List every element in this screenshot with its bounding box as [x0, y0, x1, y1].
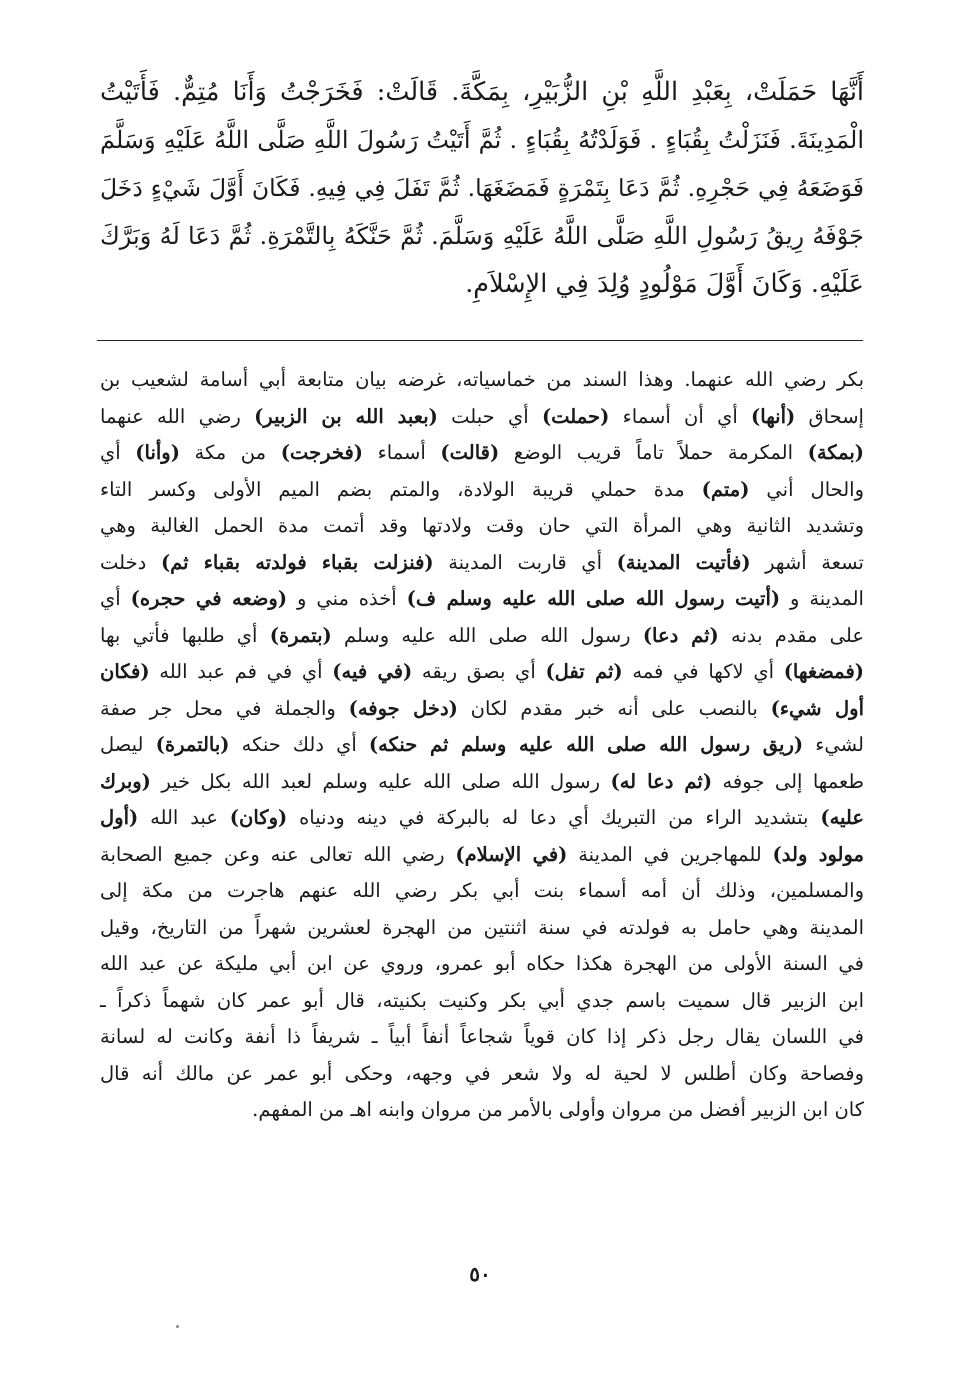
commentary-segment: أي — [100, 587, 131, 610]
commentary-line — [100, 764, 864, 801]
commentary-line — [100, 983, 864, 1020]
hadith-line: الْمَدِينَةَ. فَنَزَلْتُ بِقُبَاءٍ . فَوَلَدْتُهُ بِقُبَاءٍ . ثُمَّ أَتَيْتُ رَسُولَ اللَّهِ صَلَّى اللَّهُ عَلَيْهِ وَسَلَّمَ — [100, 126, 864, 154]
commentary-segment: عبد الله — [138, 806, 230, 829]
quoted-term: (ثم دعا) — [642, 623, 719, 647]
commentary-line — [100, 399, 864, 436]
commentary-segment: مدة حملي قريبة الولادة، والمتم بضم الميم الأولى وكسر التاء — [100, 477, 702, 501]
commentary-line — [100, 1019, 864, 1056]
quoted-term: (بمكة) — [807, 441, 864, 464]
commentary-segment: رسول الله صلى الله عليه وسلم — [331, 623, 643, 647]
commentary-segment: إسحاق — [795, 404, 864, 428]
quoted-term: (فنزلت بقباء فولدته بقباء ثم) — [160, 550, 434, 574]
hadith-line: جَوْفَهُ رِيقُ رَسُولِ اللَّهِ صَلَّى اللَّهُ عَلَيْهِ وَسَلَّمَ. ثُمَّ حَنَّكَهُ بِالتَّمْرَةِ. ثُمَّ دَعَا لَهُ وَبَرَّكَ — [100, 222, 864, 250]
commentary-line — [100, 910, 864, 947]
commentary-segment: في اللسان يقال رجل ذكر إذا كان قوياً شجاعاً أنفاً أبياً ـ شريفاً ذا أنفة وكانت له لسانة — [100, 1025, 864, 1048]
commentary-line — [100, 1092, 864, 1129]
quoted-term: (فكان — [100, 660, 150, 683]
quoted-term: أول شيء) — [770, 696, 865, 720]
commentary-segment: للمهاجرين في المدينة — [567, 842, 773, 866]
commentary-segment: أي أن أسماء — [609, 404, 752, 428]
commentary-segment: والحال أني — [749, 477, 865, 501]
commentary-segment: والمسلمين، وذلك أن أمه أسماء بنت أبي بكر رضي الله عنهم هاجرت من مكة إلى — [100, 879, 864, 902]
quoted-term: (بتمرة) — [269, 623, 332, 647]
commentary-line — [100, 800, 864, 837]
commentary-segment: بتشديد الراء من التبريك أي دعا له بالبركة في دينه ودنياه — [287, 806, 821, 829]
commentary-line — [100, 362, 864, 399]
quoted-term: مولود ولد) — [772, 842, 864, 866]
scan-speck — [176, 1325, 179, 1328]
commentary-text — [100, 362, 864, 1129]
commentary-line — [100, 472, 864, 509]
commentary-line — [100, 873, 864, 910]
commentary-segment: ابن الزبير قال سميت باسم جدي أبي بكر وكنيت بكنيته، قال أبو عمر كان شهماً ذكراً ـ — [100, 988, 864, 1012]
commentary-line — [100, 581, 864, 618]
commentary-segment: أي دلك حنكه — [229, 733, 369, 756]
quoted-term: (وضعه في حجره) — [130, 587, 288, 610]
commentary-segment: رسول الله صلى الله عليه وسلم لعبد الله بكل خير — [150, 769, 611, 793]
commentary-segment: رضي الله عنهما — [100, 404, 255, 428]
commentary-segment: رضي الله تعالى عنه وعن جميع الصحابة — [100, 842, 456, 866]
quoted-term: (حملت) — [541, 404, 610, 428]
quoted-term: (فأتيت المدينة) — [616, 550, 751, 574]
commentary-segment: المكرمة حملاً تاماً قريب الوضع — [499, 441, 808, 464]
footnote-separator — [97, 340, 863, 341]
quoted-term: (وبرك — [100, 769, 151, 793]
commentary-segment: على مقدم بدنه — [718, 623, 864, 647]
commentary-segment: أي في فم عبد الله — [149, 660, 333, 683]
commentary-segment: وتشديد الثانية وهي المرأة التي حان وقت ولادتها وقد أتمت مدة الحمل الغالبة وهي — [100, 514, 864, 537]
commentary-segment: والجملة في محل جر صفة — [100, 696, 349, 720]
commentary-segment: أي بصق ريقه — [412, 660, 546, 683]
quoted-term: (أتيت رسول الله صلى الله عليه وسلم ف) — [406, 587, 781, 610]
commentary-segment: لشيء — [803, 733, 865, 756]
commentary-line — [100, 1056, 864, 1093]
quoted-term: (وأنا) — [135, 441, 180, 464]
quoted-term: (متم) — [701, 477, 750, 501]
quoted-term: (أول — [100, 806, 139, 829]
quoted-term: (أنها) — [751, 404, 796, 428]
quoted-term: (بعبد الله بن الزبير) — [254, 404, 438, 428]
commentary-segment: كان ابن الزبير أفضل من مروان وأولى بالأمر من مروان وابنه اهـ من المفهم. — [252, 1098, 864, 1121]
commentary-line — [100, 654, 864, 691]
commentary-line — [100, 545, 864, 582]
commentary-line — [100, 837, 864, 874]
commentary-segment: المدينة وهي حامل به فولدته في سنة اثنتين من الهجرة لعشرين شهراً من التاريخ، وقيل — [100, 915, 864, 939]
page-number: ٥٠ — [469, 1262, 491, 1286]
commentary-segment: أي لاكها في فمه — [622, 660, 784, 683]
commentary-segment: وفصاحة وكان أطلس لا لحية له ولا شعر في وجهه، وحكى أبو عمر عن مالك أنه قال — [100, 1061, 864, 1085]
commentary-segment: بالنصب على أنه خبر مقدم لكان — [457, 696, 771, 720]
quoted-term: (وكان) — [229, 806, 288, 829]
quoted-term: عليه) — [820, 806, 864, 829]
quoted-term: (ريق رسول الله صلى الله عليه وسلم ثم حنكه) — [368, 733, 804, 756]
quoted-term: (ثم تفل) — [545, 660, 623, 683]
commentary-segment: بكر رضي الله عنهما. وهذا السند من خماسياته، غرضه بيان متابعة أبي أسامة لشعيب بن — [100, 368, 864, 391]
commentary-segment: أي قاربت المدينة — [433, 550, 617, 574]
commentary-segment: أخذه مني و — [287, 587, 407, 610]
commentary-line — [100, 727, 864, 764]
commentary-line — [100, 946, 864, 983]
commentary-segment: دخلت — [100, 550, 161, 574]
quoted-term: (فمضغها) — [783, 660, 864, 683]
commentary-line — [100, 508, 864, 545]
commentary-segment: من مكة — [179, 441, 281, 464]
commentary-segment: طعمها إلى جوفه — [712, 769, 864, 793]
quoted-term: (فخرجت) — [280, 441, 364, 464]
quoted-term: (قالت) — [440, 441, 500, 464]
quoted-term: (بالتمرة) — [155, 733, 230, 756]
hadith-line: فَوَضَعَهُ فِي حَجْرِهِ. ثُمَّ دَعَا بِتَمْرَةٍ فَمَضَغَهَا. ثُمَّ تَفَلَ فِي فِيهِ. فَكَانَ أَوَّلَ شَيْءٍ دَخَلَ — [100, 174, 864, 202]
commentary-segment: أسماء — [363, 441, 441, 464]
commentary-segment: تسعة أشهر — [750, 550, 864, 574]
commentary-segment: أي — [100, 441, 136, 464]
commentary-line — [100, 618, 864, 655]
commentary-segment: في السنة الأولى من الهجرة هكذا حكاه أبو عمرو، وروي عن ابن أبي مليكة عن عبد الله — [100, 952, 864, 975]
hadith-line: أَنَّهَا حَمَلَتْ، بِعَبْدِ اللَّهِ بْنِ الزُّبَيْرِ، بِمَكَّةَ. قَالَتْ: فَخَرَجْتُ وَأَنَا مُتِمٌّ. فَأَتَيْتُ — [100, 77, 864, 107]
commentary-segment: ليصل — [100, 733, 156, 756]
quoted-term: (في فيه) — [332, 660, 413, 683]
commentary-segment: المدينة و — [780, 587, 864, 610]
commentary-segment: أي طلبها فأتي بها — [100, 623, 270, 647]
commentary-line — [100, 691, 864, 728]
quoted-term: (دخل جوفه) — [348, 696, 458, 720]
hadith-text — [100, 68, 864, 308]
quoted-term: (ثم دعا له) — [610, 769, 713, 793]
hadith-line: عَلَيْهِ. وَكَانَ أَوَّلَ مَوْلُودٍ وُلِدَ فِي الإِسْلاَمِ. — [465, 269, 864, 299]
quoted-term: (في الإسلام) — [455, 842, 568, 866]
commentary-line — [100, 435, 864, 472]
commentary-segment: أي حبلت — [437, 404, 542, 428]
